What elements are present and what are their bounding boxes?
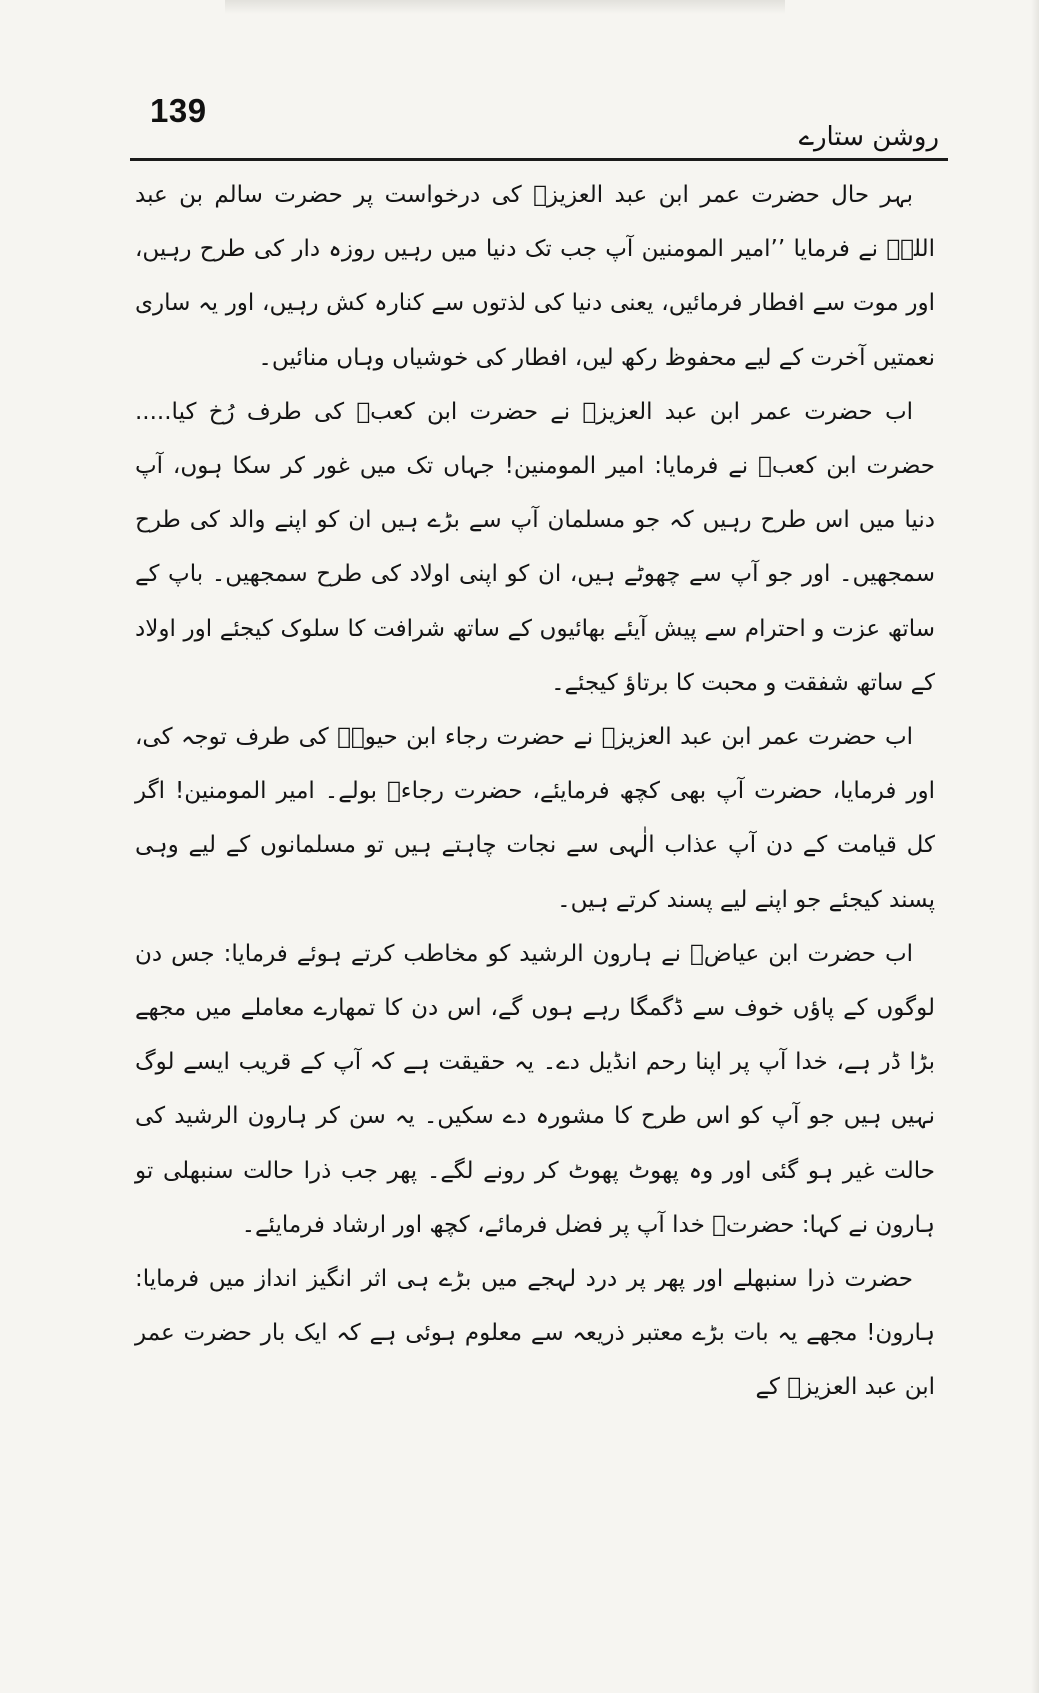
- page-edge-shadow: [1031, 0, 1039, 1693]
- running-header: روشن ستارے: [798, 122, 939, 152]
- paragraph-1: بہر حال حضرت عمر ابن عبد العزیزؒ کی درخواست پر حضرت سالم بن عبد اللہؒ نے فرمایا ’’امیر المومنین آپ جب تک دنیا میں رہیں روزہ دار کی طرح رہیں، اور موت سے افطار فرمائیں، یعنی دنیا کی لذتوں سے کنارہ کش رہیں، اور یہ ساری نعمتیں آخرت کے لیے محفوظ رکھ لیں، افطار کی خوشیاں وہاں منائیں۔: [135, 182, 935, 371]
- page-number: 139: [150, 92, 207, 129]
- scan-smudge: [225, 0, 785, 14]
- paragraph-4: اب حضرت ابن عیاضؒ نے ہارون الرشید کو مخاطب کرتے ہوئے فرمایا: جس دن لوگوں کے پاؤں خوف سے ڈگمگا رہے ہوں گے، اس دن کا تمھارے معاملے میں مجھے بڑا ڈر ہے، خدا آپ پر اپنا رحم انڈیل دے۔ یہ حقیقت ہے کہ آپ کے قریب ایسے لوگ نہیں ہیں جو آپ کو اس طرح کا مشورہ دے سکیں۔ یہ سن کر ہارون الرشید کی حالت غیر ہو گئی اور وہ پھوٹ پھوٹ کر رونے لگے۔ پھر جب ذرا حالت سنبھلی تو ہارون نے کہا: حضرتؒ خدا آپ پر فضل فرمائے، کچھ اور ارشاد فرمایئے۔: [135, 940, 935, 1238]
- paragraph-5: حضرت ذرا سنبھلے اور پھر پر درد لہجے میں بڑے ہی اثر انگیز انداز میں فرمایا: ہارون! مجھے یہ بات بڑے معتبر ذریعہ سے معلوم ہوئی ہے کہ ایک بار حضرت عمر ابن عبد العزیزؒ کے: [135, 1266, 935, 1401]
- header-rule: [130, 158, 948, 161]
- body-text: [135, 168, 935, 1415]
- paragraph-2: اب حضرت عمر ابن عبد العزیزؒ نے حضرت ابن کعبؒ کی طرف رُخ کیا..... حضرت ابن کعبؒ نے فرمایا: امیر المومنین! جہاں تک میں غور کر سکا ہوں، آپ دنیا میں اس طرح رہیں کہ جو مسلمان آپ سے بڑے ہیں ان کو اپنے والد کی طرح سمجھیں۔ اور جو آپ سے چھوٹے ہیں، ان کو اپنی اولاد کی طرح سمجھیں۔ باپ کے ساتھ عزت و احترام سے پیش آیئے بھائیوں کے ساتھ شرافت کا سلوک کیجئے اور اولاد کے ساتھ شفقت و محبت کا برتاؤ کیجئے۔: [135, 398, 935, 696]
- paragraph-3: اب حضرت عمر ابن عبد العزیزؒ نے حضرت رجاء ابن حیوۃؒ کی طرف توجہ کی، اور فرمایا، حضرت آپ بھی کچھ فرمایئے، حضرت رجاءؒ بولے۔ امیر المومنین! اگر کل قیامت کے دن آپ عذاب الٰہی سے نجات چاہتے ہیں تو مسلمانوں کے لیے وہی پسند کیجئے جو اپنے لیے پسند کرتے ہیں۔: [135, 724, 935, 913]
